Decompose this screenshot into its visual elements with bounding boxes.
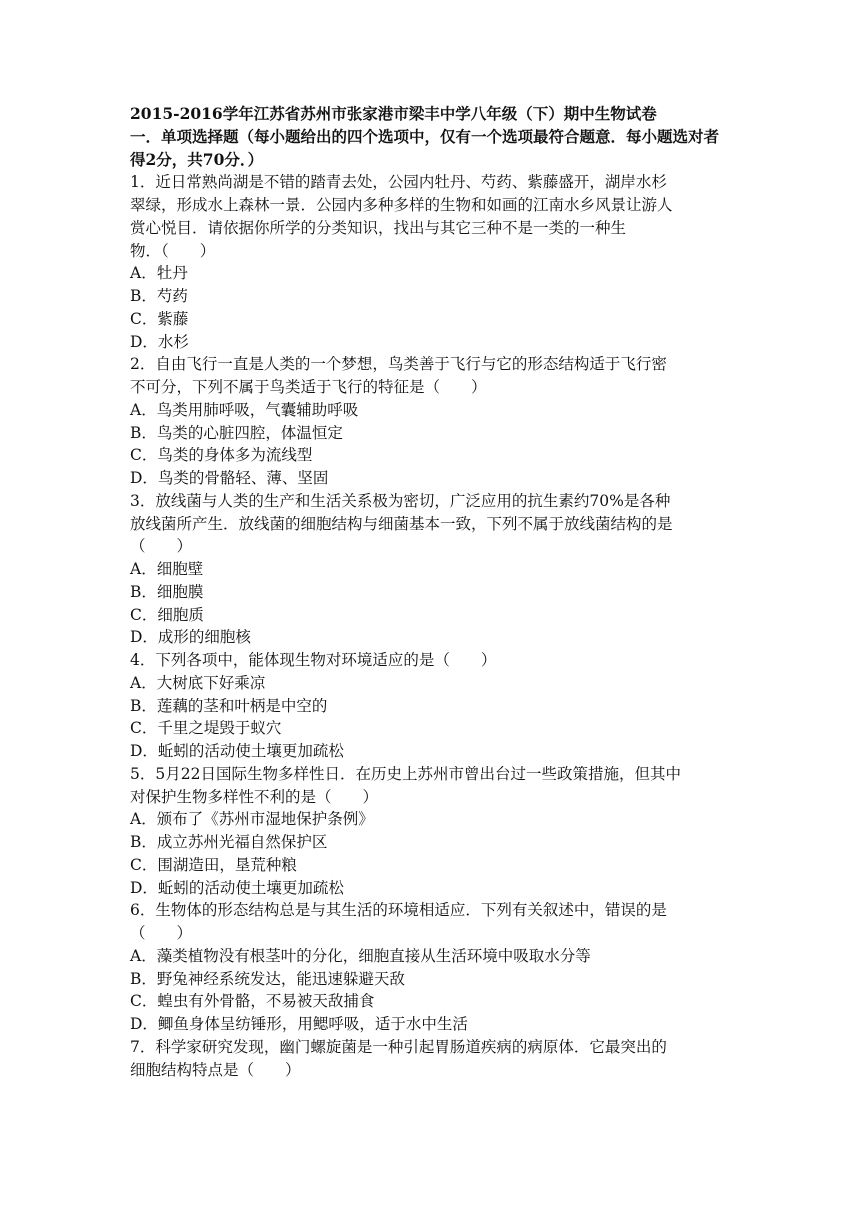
option-c: C．紫藤 xyxy=(130,309,189,328)
option-d: D．蚯蚓的活动使土壤更加疏松 xyxy=(130,742,344,760)
option-b: B．莲藕的茎和叶柄是中空的 xyxy=(130,696,328,715)
option-a: A．鸟类用肺呼吸，气囊辅助呼吸 xyxy=(130,400,359,419)
question-stem-line: 对保护生物多样性不利的是（ ） xyxy=(130,787,379,806)
question-stem-line: 放线菌所产生．放线菌的细胞结构与细菌基本一致，下列不属于放线菌结构的是 xyxy=(130,514,673,533)
option-b: B．芍药 xyxy=(130,287,188,305)
question-stem-line: 4．下列各项中，能体现生物对环境适应的是（ ） xyxy=(130,651,497,669)
question-5 xyxy=(130,763,730,900)
question-stem-line: 物．（ ） xyxy=(130,241,216,260)
question-stem-line: （ ） xyxy=(130,537,193,556)
option-a: A．细胞壁 xyxy=(130,560,204,578)
option-d: D．水杉 xyxy=(130,332,189,351)
option-c: C．细胞质 xyxy=(130,605,204,624)
option-b: B．鸟类的心脏四腔，体温恒定 xyxy=(130,423,343,442)
option-c: C．围湖造田，垦荒种粮 xyxy=(130,855,297,874)
option-a: A．大树底下好乘凉 xyxy=(130,673,266,692)
question-stem-line: 赏心悦目．请依据你所学的分类知识，找出与其它三种不是一类的一种生 xyxy=(130,218,627,237)
option-d: D．鲫鱼身体呈纺锤形，用鳃呼吸，适于水中生活 xyxy=(130,1015,468,1033)
option-c: C．千里之堤毁于蚁穴 xyxy=(130,719,282,738)
option-b: B．成立苏州光福自然保护区 xyxy=(130,833,328,851)
option-b: B．细胞膜 xyxy=(130,582,204,601)
question-1 xyxy=(130,171,730,353)
option-b: B．野兔神经系统发达，能迅速躲避天敌 xyxy=(130,969,405,988)
question-6 xyxy=(130,899,730,1036)
option-d: D．成形的细胞核 xyxy=(130,628,251,647)
question-2 xyxy=(130,353,730,490)
option-d: D．蚯蚓的活动使土壤更加疏松 xyxy=(130,878,344,897)
option-a: A．牡丹 xyxy=(130,264,188,283)
question-stem-line: 6．生物体的形态结构总是与其生活的环境相适应．下列有关叙述中，错误的是 xyxy=(130,901,667,920)
question-stem-line: （ ） xyxy=(130,924,193,942)
question-stem-line: 2．自由飞行一直是人类的一个梦想，鸟类善于飞行与它的形态结构适于飞行密 xyxy=(130,355,667,374)
question-stem-line: 7．科学家研究发现，幽门螺旋菌是一种引起胃肠道疾病的病原体．它最突出的 xyxy=(130,1037,667,1056)
option-a: A．藻类植物没有根茎叶的分化，细胞直接从生活环境中吸取水分等 xyxy=(130,946,591,965)
option-c: C．鸟类的身体多为流线型 xyxy=(130,446,313,465)
question-stem-line: 细胞结构特点是（ ） xyxy=(130,1060,301,1079)
question-stem-line: 不可分，下列不属于鸟类适于飞行的特征是（ ） xyxy=(130,378,487,396)
option-c: C．蝗虫有外骨骼，不易被天敌捕食 xyxy=(130,992,375,1011)
question-7 xyxy=(130,1036,730,1082)
question-stem-line: 5．5月22日国际生物多样性日．在历史上苏州市曾出台过一些政策措施，但其中 xyxy=(130,764,681,783)
exam-title: 2015-2016学年江苏省苏州市张家港市梁丰中学八年级（下）期中生物试卷 xyxy=(130,104,657,123)
question-4 xyxy=(130,649,730,763)
question-stem-line: 1．近日常熟尚湖是不错的踏青去处，公园内牡丹、芍药、紫藤盛开，湖岸水杉 xyxy=(130,173,667,192)
option-a: A．颁布了《苏州市湿地保护条例》 xyxy=(130,810,374,829)
question-3 xyxy=(130,490,730,649)
section-heading: 一．单项选择题（每小题给出的四个选项中，仅有一个选项最符合题意．每小题选对者得2分，共70分．） xyxy=(130,126,720,169)
question-stem-line: 翠绿，形成水上森林一景．公园内多种多样的生物和如画的江南水乡风景让游人 xyxy=(130,196,673,214)
question-stem-line: 3．放线菌与人类的生产和生活关系极为密切，广泛应用的抗生素约70%是各种 xyxy=(130,491,671,510)
option-d: D．鸟类的骨骼轻、薄、坚固 xyxy=(130,469,329,487)
exam-content xyxy=(130,103,730,1081)
